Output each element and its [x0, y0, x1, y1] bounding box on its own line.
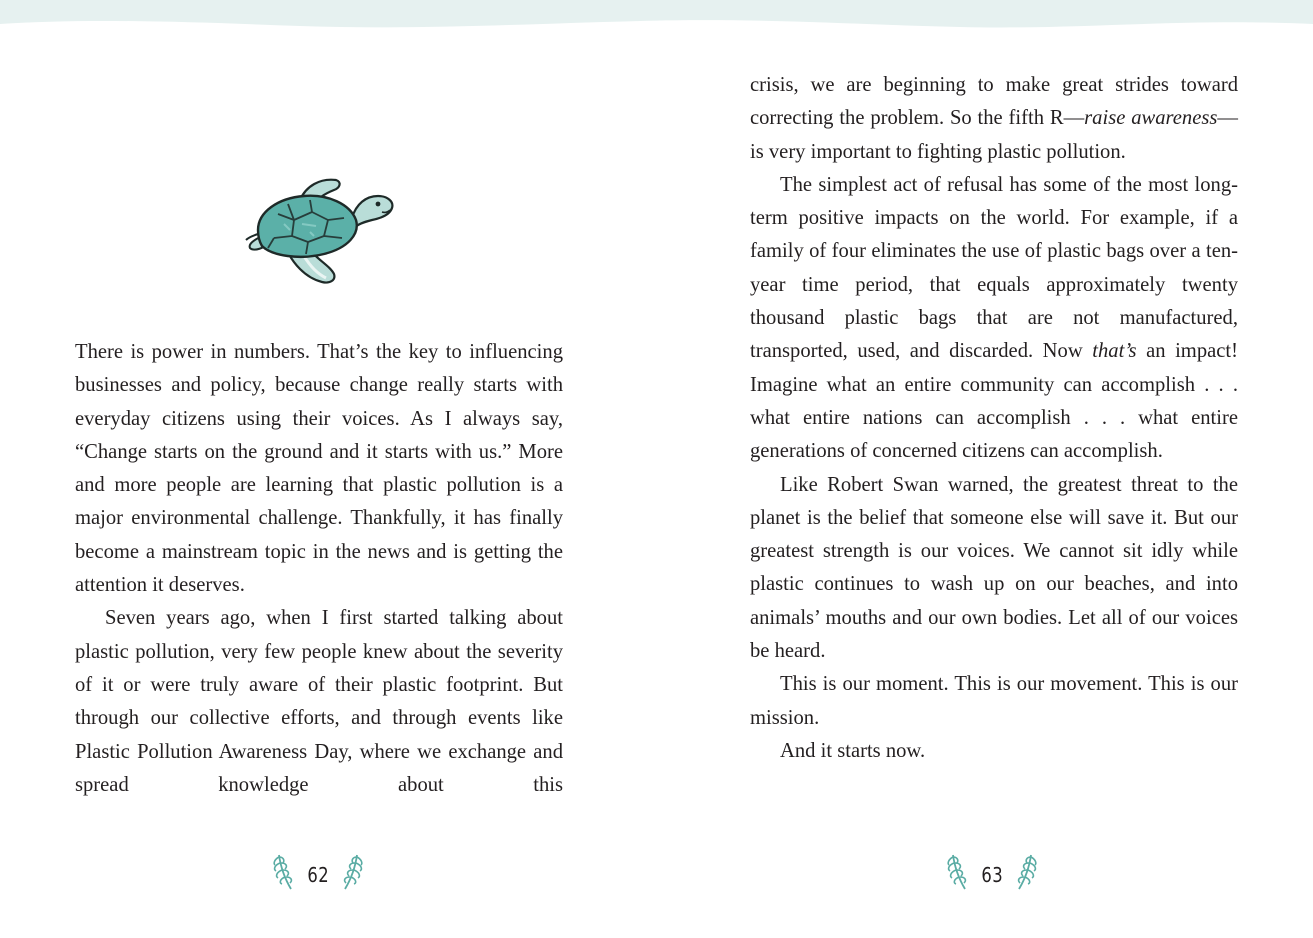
left-folio [268, 850, 368, 892]
left-paragraph-2: Seven years ago, when I first started talking about plastic pollution, very few people knew about the severity of it or were truly aware of their plastic footprint. But through our collective efforts, and through events like Plastic Pollution Awareness Day, where we exchange and spread knowledge about this [75, 607, 563, 796]
page-number-62: 62 [307, 863, 329, 887]
leaf-sprig-icon [945, 851, 973, 891]
p1-text-end: — is very important to fighting plastic pollution. [750, 107, 1238, 163]
right-page [656, 0, 1313, 938]
right-paragraph-3: Like Robert Swan warned, the greatest threat to the planet is the belief that someone else will save it. But our greatest strength is our voices. We cannot sit idly while plastic continues to wash up on our beaches, and into animals’ mouths and our own bodies. Let all of our voices be heard. [750, 473, 1238, 663]
right-body-text [750, 69, 1238, 768]
right-paragraph-5: And it starts now. [780, 739, 926, 762]
p2-text-start: The simplest act of refusal has some of the most long-term positive impacts on the world. For example, if a family of four eliminates the use of plastic bags over a ten-year time period, that equals approximately twenty thousand plastic bags that are not manufactured, transported, used, and discarded. Now [750, 173, 1238, 363]
page-number-63: 63 [981, 863, 1003, 887]
leaf-sprig-icon [1011, 851, 1039, 891]
right-paragraph-1 [750, 69, 1238, 169]
leaf-sprig-icon [337, 851, 365, 891]
sea-turtle-icon [244, 174, 396, 290]
left-body-text [75, 336, 563, 802]
p1-text-start: crisis, we are beginning to make great strides toward correcting the problem. So the fifth R— [750, 74, 1238, 130]
left-page [0, 0, 656, 938]
right-folio [942, 850, 1042, 892]
leaf-sprig-icon [271, 851, 299, 891]
p1-italic-phrase: raise awareness [1084, 107, 1218, 130]
right-paragraph-4: This is our moment. This is our movement. This is our mission. [750, 673, 1238, 729]
left-paragraph-1: There is power in numbers. That’s the key to influencing businesses and policy, because change really starts with everyday citizens using their voices. As I always say, “Change starts on the ground and it starts with us.” More and more people are learning that plastic pollution is a major environmental challenge. Thankfully, it has finally become a mainstream topic in the news and is getting the attention it deserves. [75, 341, 563, 597]
p2-italic-word: that’s [1092, 340, 1137, 363]
right-paragraph-2 [750, 169, 1238, 469]
p2-text-end: an impact! Imagine what an entire community can accomplish . . . what entire nations can accomplish . . . what entire generations of concerned citizens can accomplish. [750, 340, 1238, 463]
